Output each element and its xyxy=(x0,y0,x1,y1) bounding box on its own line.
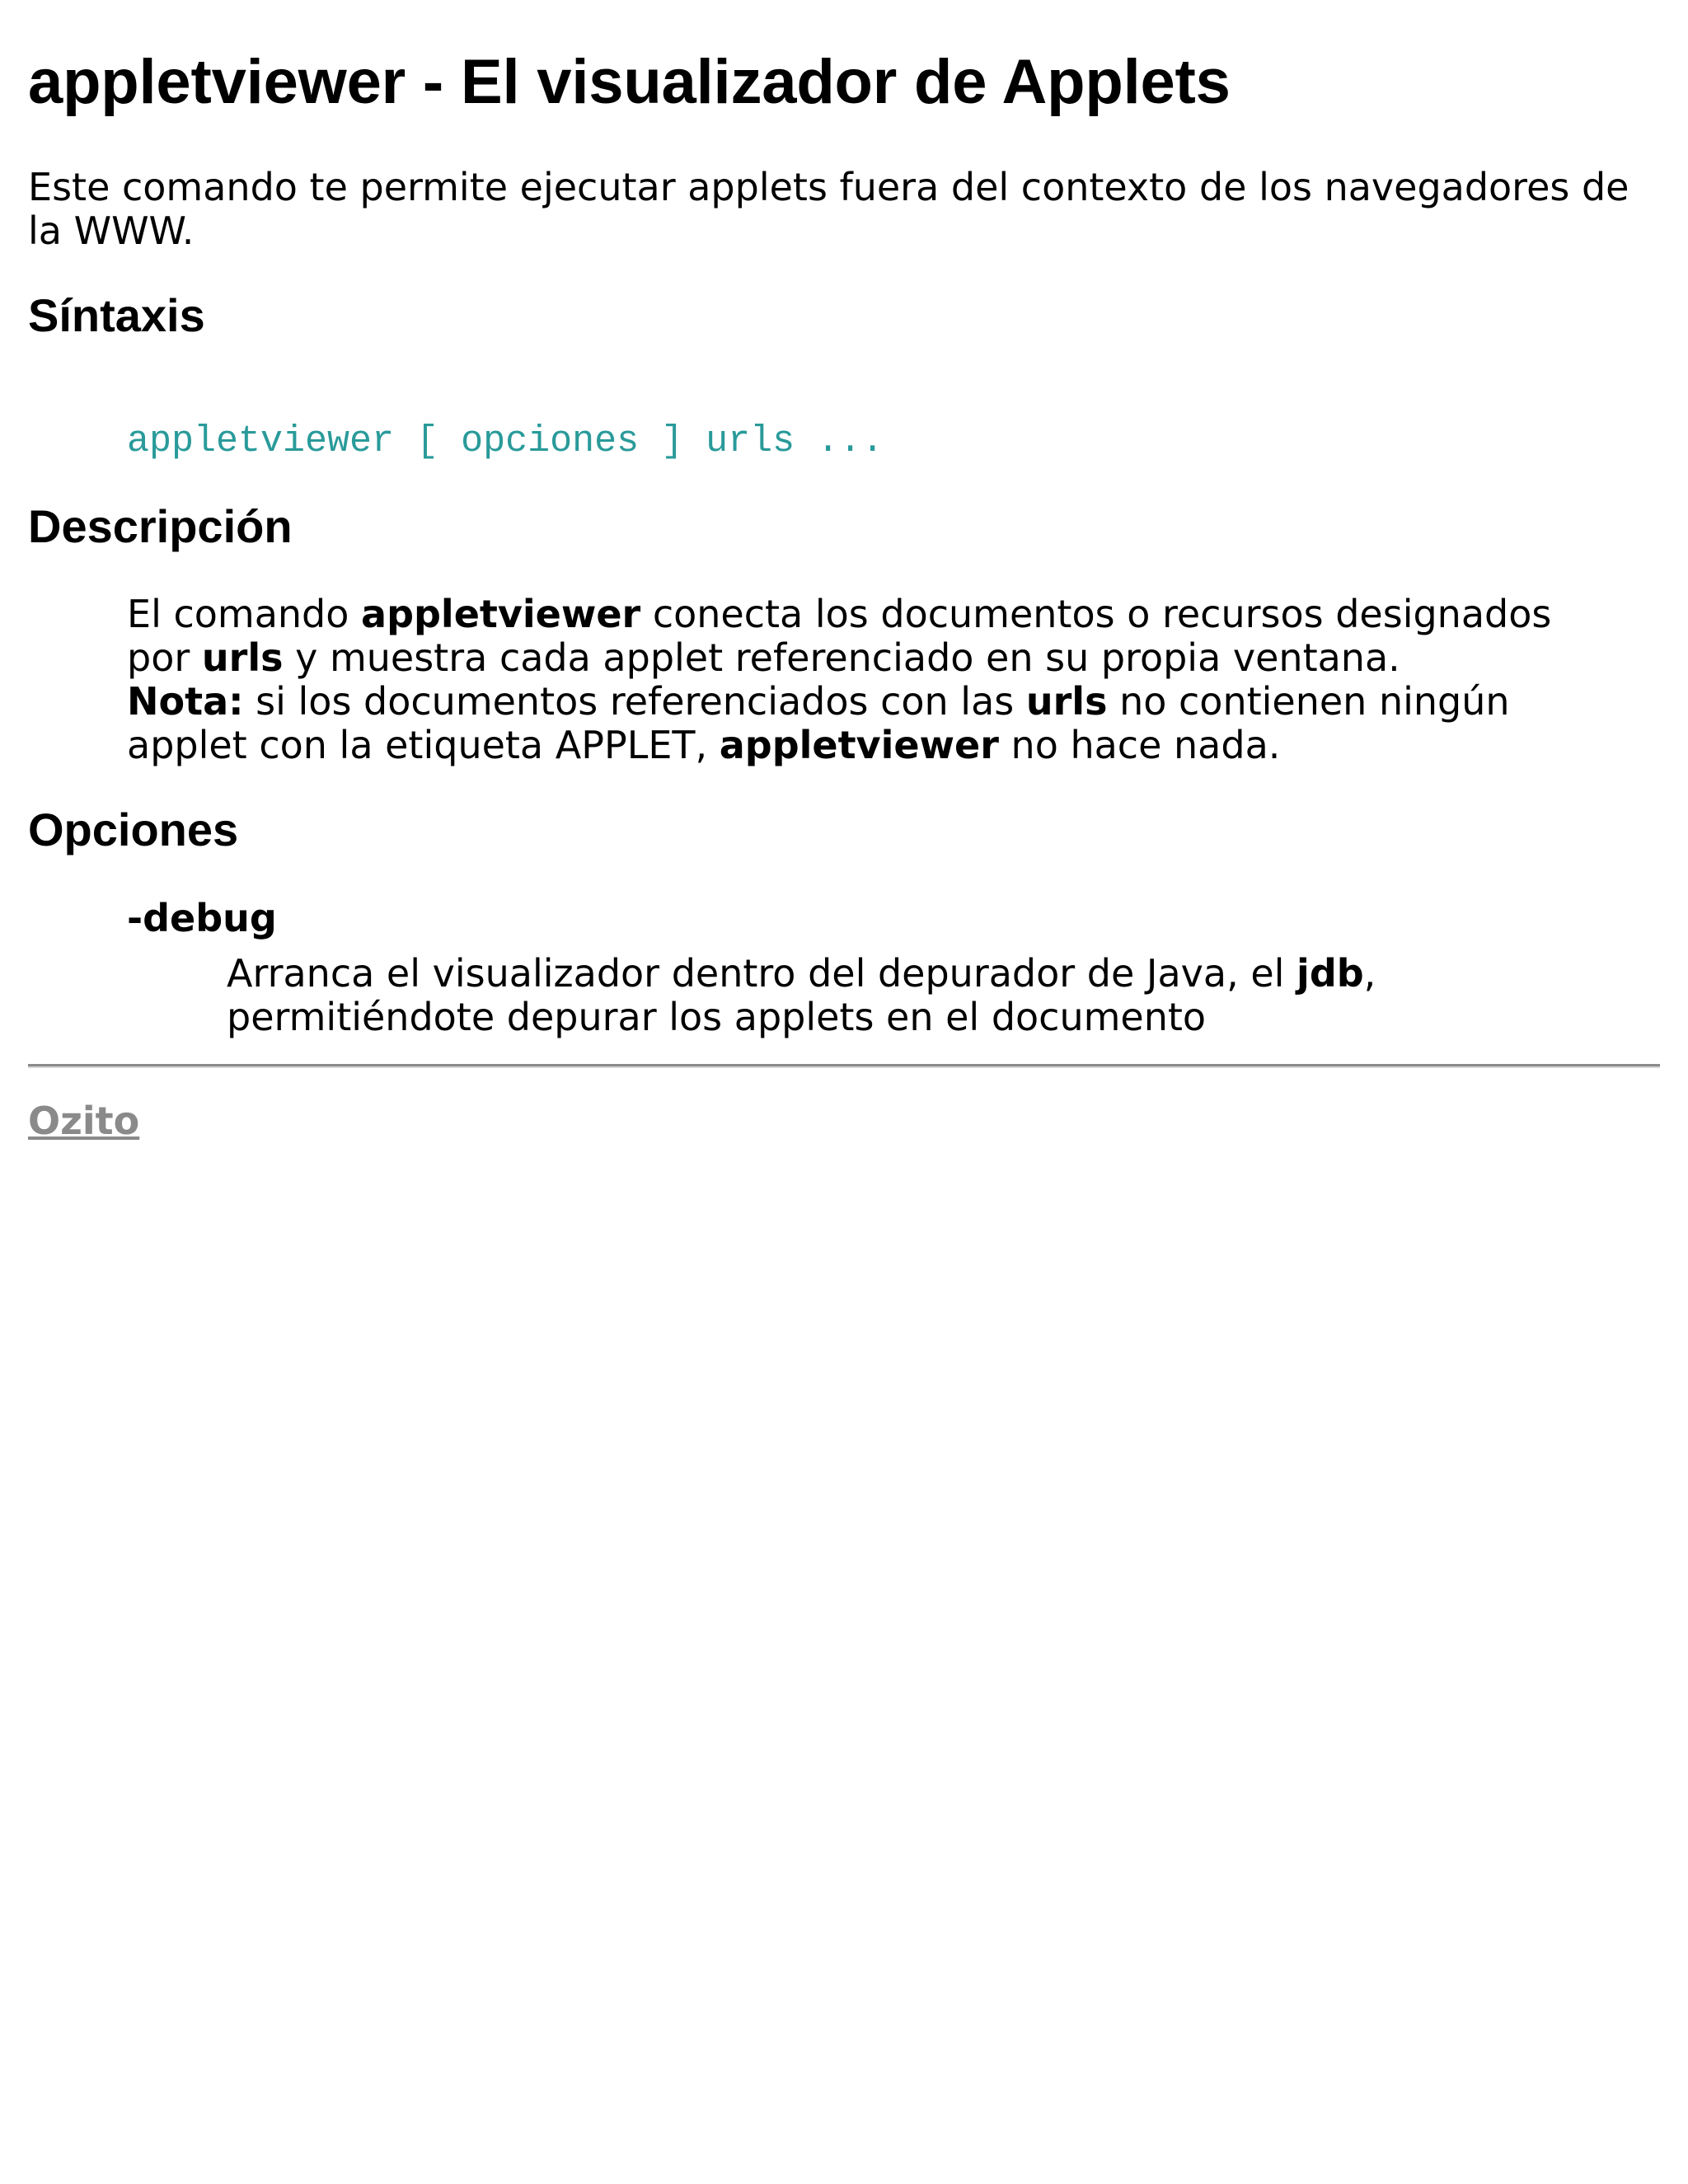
note-bold: appletviewer xyxy=(719,723,999,768)
intro-paragraph: Este comando te permite ejecutar applets fuera del contexto de los navegadores de la WWW. xyxy=(28,165,1629,254)
description-text: y muestra cada applet referenciado en su propia ventana. xyxy=(283,635,1400,681)
note-text: si los documentos referenciados con las xyxy=(243,679,1026,724)
note-text: no contienen ningún applet con la etiqueta APPLET, xyxy=(127,679,1510,768)
options-heading: Opciones xyxy=(28,804,239,856)
note-label: Nota: xyxy=(127,679,244,724)
description-text: conecta los documentos o recursos designados por xyxy=(127,592,1552,681)
option-definition-text: , permitiéndote depurar los applets en el documento xyxy=(227,950,1376,1039)
description-bold: appletviewer xyxy=(361,592,641,637)
syntax-code: appletviewer [ opciones ] urls ... xyxy=(127,419,884,462)
ozito-link[interactable]: Ozito xyxy=(28,1098,140,1143)
document-content xyxy=(28,46,1660,1143)
option-definition-debug xyxy=(227,952,1545,1039)
description-bold: urls xyxy=(201,635,284,681)
note-text: no hace nada. xyxy=(998,723,1281,768)
description-text: El comando xyxy=(127,592,362,637)
option-term-debug: -debug xyxy=(127,895,277,940)
option-definition-text: Arranca el visualizador dentro del depurador de Java, el xyxy=(227,950,1297,996)
note-bold: urls xyxy=(1025,679,1108,724)
description-heading: Descripción xyxy=(28,499,293,552)
description-body xyxy=(127,593,1611,767)
syntax-heading: Síntaxis xyxy=(28,289,205,342)
page-title: appletviewer - El visualizador de Applets xyxy=(28,47,1231,117)
horizontal-rule xyxy=(28,1064,1660,1068)
option-definition-bold: jdb xyxy=(1296,950,1364,996)
